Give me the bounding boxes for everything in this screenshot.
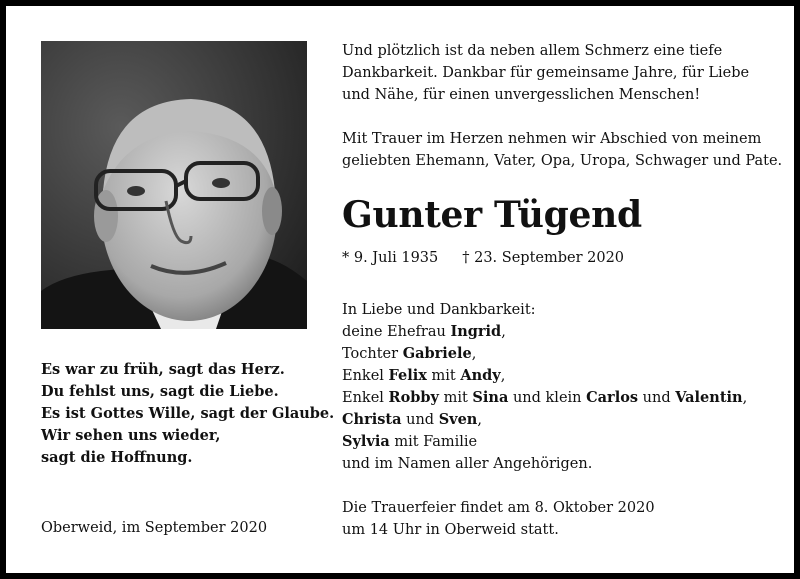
place-date: Oberweid, im September 2020 [41,520,268,536]
intro-text: Und plötzlich ist da neben allem Schmerz eine tiefe Dankbarkeit. Dankbar für gemeinsame Jahre, für Liebe und Nähe, für einen unvergesslichen Menschen! [342,43,750,103]
birth-date: * 9. Juli 1935 [342,250,439,266]
deceased-name: Gunter Tügend [342,194,642,236]
verse: Es war zu früh, sagt das Herz. Du fehlst uns, sagt die Liebe. Es ist Gottes Wille, sagt der Glaube. Wir sehen uns wieder, sagt die Hoffnung. [41,361,335,466]
mourner-line: Enkel Robby mit Sina und klein Carlos und Valentin, [342,389,748,406]
farewell-text: Mit Trauer im Herzen nehmen wir Abschied von meinem geliebten Ehemann, Vater, Opa, Uropa, Schwager und Pate. [342,131,783,169]
life-dates [342,247,624,269]
mourner-line: Enkel Felix mit Andy, [342,367,506,384]
mourners-list [342,299,747,475]
mourner-line: und im Namen aller Angehörigen. [342,456,593,472]
mourner-line: Sylvia mit Familie [342,433,478,450]
mourner-line: Tochter Gabriele, [342,345,477,362]
mourner-line: deine Ehefrau Ingrid, [342,323,506,340]
portrait-photo [41,41,307,329]
mourner-line: Christa und Sven, [342,411,482,428]
mourners-heading: In Liebe und Dankbarkeit: [342,302,536,318]
death-date: † 23. September 2020 [462,250,625,266]
ceremony-info: Die Trauerfeier findet am 8. Oktober 2020 um 14 Uhr in Oberweid statt. [342,500,655,538]
